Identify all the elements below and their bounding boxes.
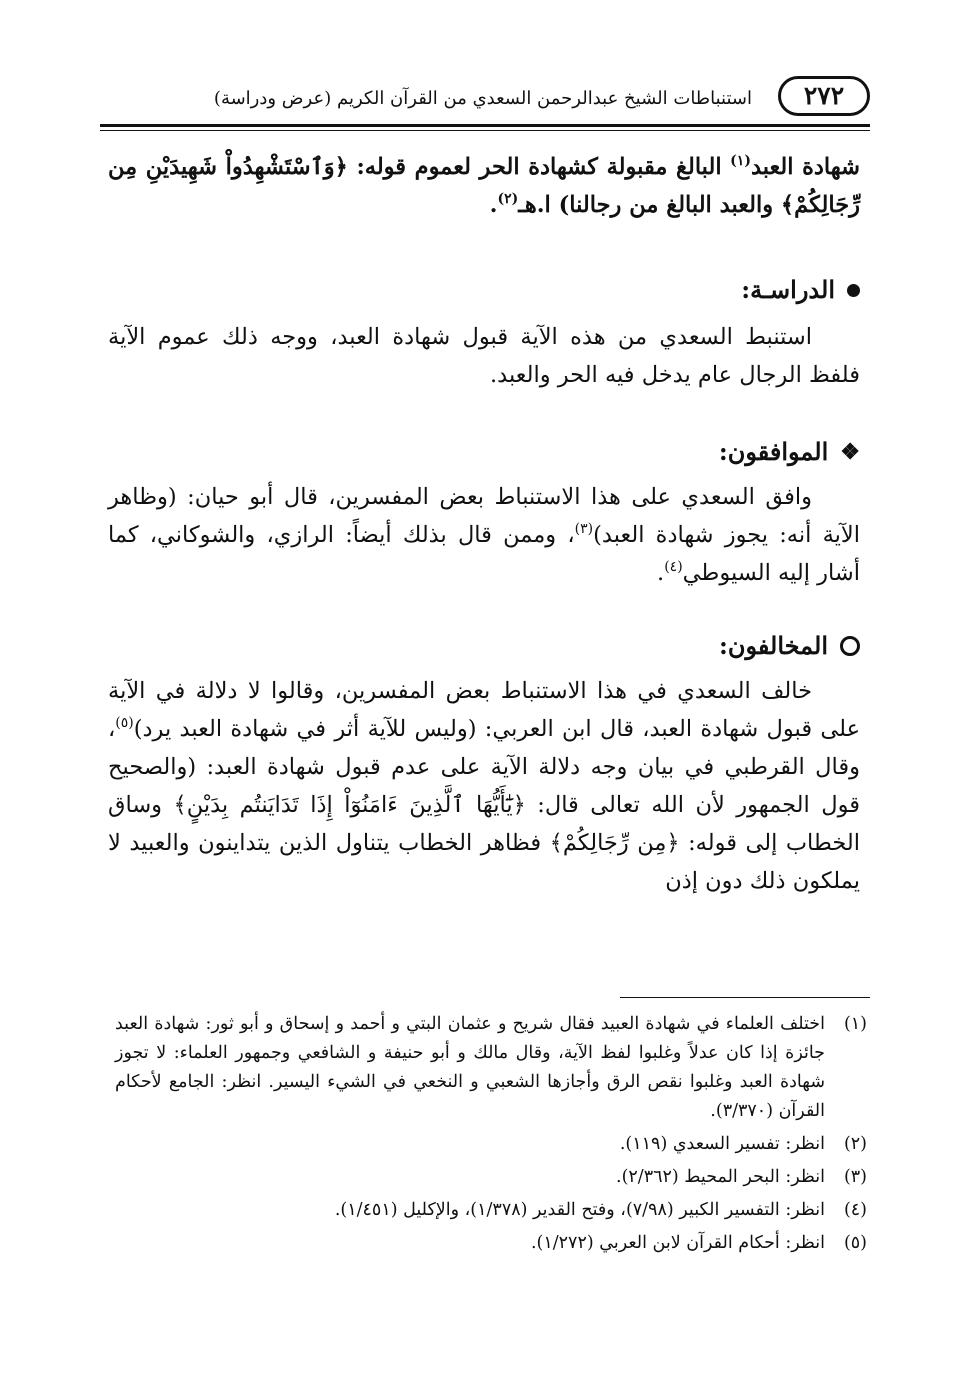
bullet-dot-icon [847,284,860,297]
footnote-text: انظر: أحكام القرآن لابن العربي (١/٢٧٢). [530,1233,825,1253]
intro-text-a: شهادة العبد [750,154,861,180]
opposing-paragraph [108,672,860,900]
footnote-number: (١) [843,1014,867,1034]
agreeing-text-1: وافق السعدي على هذا الاستنباط بعض المفسرين، قال أبو حيان: (وظاهر الآية أنه: يجوز شهادة العبد) [108,484,860,548]
footnote-ref-4[interactable]: (٤) [664,559,683,575]
footnote-text: انظر: البحر المحيط (٢/٣٦٢). [616,1167,825,1187]
footnotes [115,1010,867,1258]
intro-paragraph [108,148,860,224]
footnote-3 [115,1163,867,1192]
running-title: استنباطات الشيخ عبدالرحمن السعدي من القرآن الكريم (عرض ودراسة) [213,88,752,109]
main-text [108,140,860,900]
agreeing-text-3: . [657,560,665,586]
footnote-2 [115,1130,867,1159]
footnote-1 [115,1010,867,1126]
agreeing-heading-text: الموافقون: [718,437,829,466]
study-paragraph: استنبط السعدي من هذه الآية قبول شهادة العبد، ووجه ذلك عموم الآية فلفظ الرجال عام يدخل فيه الحر والعبد. [108,324,860,388]
opposing-text-4: فظاهر الخطاب يتناول الذين يتداينون والعبيد لا يملكون ذلك دون إذن [108,830,860,894]
footnote-text: اختلف العلماء في شهادة العبيد فقال شريح و عثمان البتي و أحمد و إسحاق و أبو ثور: شهادة العبد جائزة إذا كان عدلاً وغلبوا لفظ الآية، وقال مالك و أبو حنيفة و الشافعي وجمهور العلماء: لا تجوز شهادة العبد وغلبوا نقص الرق وأجازها الشعبي و النخعي في الشيء اليسير. انظر: الجامع لأحكام القرآن (٣/٣٧٠). [115,1014,825,1121]
opposing-text-3: وساق الخطاب إلى قوله: [108,792,860,856]
footnote-number: (٤) [843,1200,867,1220]
header-rule-thick [100,124,870,127]
footnote-number: (٣) [843,1167,867,1187]
intro-text-b: البالغ مقبولة كشهادة الحر لعموم قوله: [347,154,731,180]
header-rule-thin [100,130,870,131]
footnote-number: (٥) [843,1233,867,1253]
agreeing-text-2: ، وممن قال بذلك أيضاً: الرازي، والشوكاني، كما أشار إليه السيوطي [108,522,860,586]
page-number: ٢٧٢ [778,76,870,116]
agreeing-paragraph [108,478,860,592]
diamond-bullet-icon: ❖ [840,439,860,465]
intro-text-c: والعبد البالغ من رجالنا) ا.هـ [518,192,781,218]
quran-verse: ﴿وَٱسْتَشْهِدُواْ شَهِيدَيْنِ مِن رِّجَالِكُمْ﴾ [108,154,860,218]
study-heading-text: الدراسـة: [741,275,835,304]
agreeing-heading [108,432,860,472]
footnote-text: انظر: التفسير الكبير (٧/٩٨)، وفتح القدير (١/٣٧٨)، والإكليل (١/٤٥١). [334,1200,825,1220]
opposing-heading-text: المخالفون: [719,631,828,660]
footnote-5 [115,1229,867,1258]
intro-text-d: . [489,192,498,218]
footnote-separator [620,997,870,998]
footnote-ref-1[interactable]: (١) [730,153,751,169]
footnote-ref-2[interactable]: (٢) [497,191,519,207]
opposing-text-1: خالف السعدي في هذا الاستنباط بعض المفسرين، وقالوا لا دلالة في الآية على قبول شهادة العبد، قال ابن العربي: (وليس للآية أثر في شهادة العبد يرد) [108,678,860,742]
footnote-4 [115,1196,867,1225]
footnote-number: (٢) [843,1134,867,1154]
footnote-ref-5[interactable]: (٥) [115,715,134,731]
footnote-text: انظر: تفسير السعدي (١١٩). [619,1134,825,1154]
quran-verse-2: ﴿مِن رِّجَالِكُمْ﴾ [549,830,680,856]
opposing-heading [108,626,860,666]
footnote-ref-3[interactable]: (٣) [574,521,594,537]
ring-bullet-icon [840,636,860,656]
page-header [100,74,870,122]
study-heading [108,270,860,310]
quran-verse-1: ﴿يَٰٓأَيُّهَا ٱلَّذِينَ ءَامَنُوٓاْ إِذَا تَدَايَنتُم بِدَيْنٍ﴾ [173,792,526,818]
opposing-text-2: ، وقال القرطبي في بيان وجه دلالة الآية على عدم قبول شهادة العبد: (والصحيح قول الجمهور لأن الله تعالى قال: [108,716,860,818]
